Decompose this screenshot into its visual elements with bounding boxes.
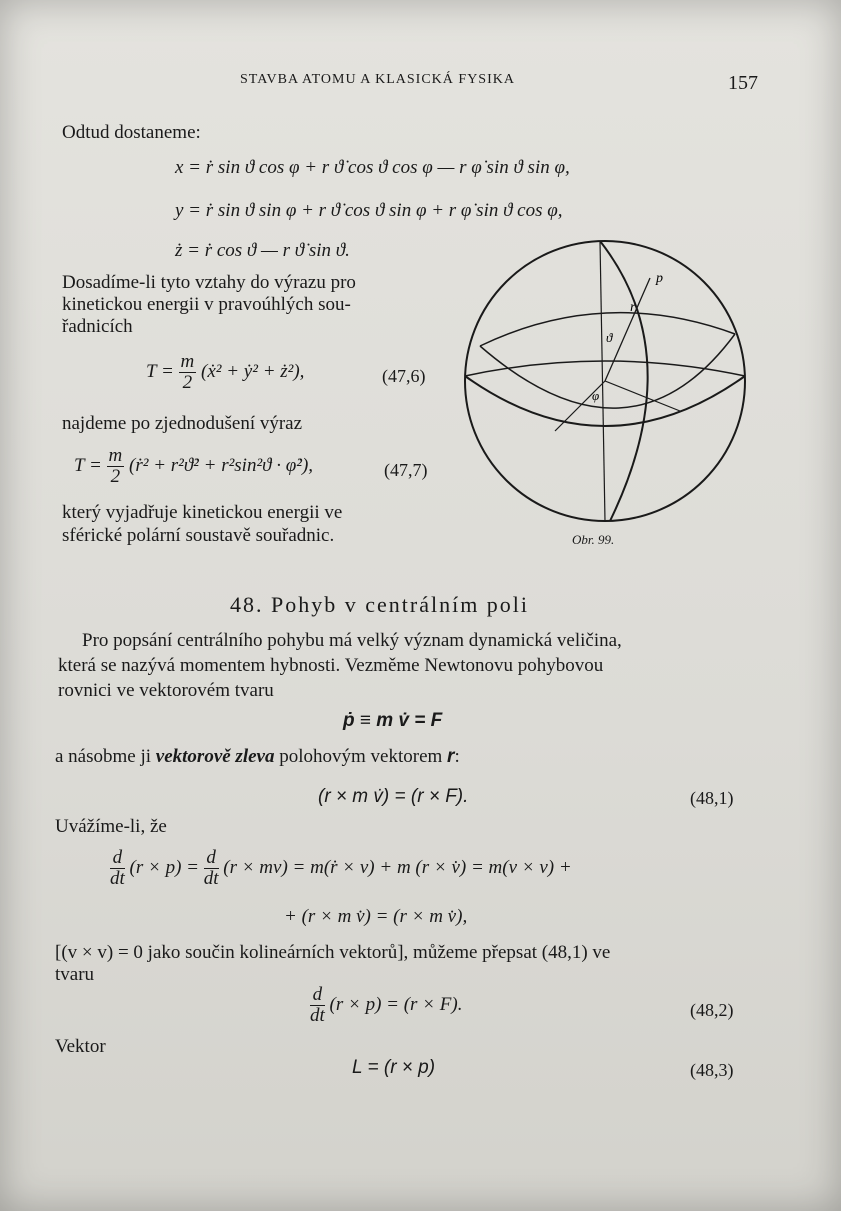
equation-48-3: L = (r × p) (352, 1057, 436, 1078)
paragraph-7-line-2: tvaru (55, 964, 95, 985)
equation-48-2: $\frac{d}{dt}$ (r × p) = (r × F). (310, 984, 463, 1026)
page-number: 157 (728, 72, 758, 94)
paragraph-3-line-2: sférické polární soustavě souřadnic. (62, 525, 335, 546)
fraction-m-over-2: $\frac{m}{2}$ (180, 351, 195, 393)
projection-line-2 (605, 381, 680, 411)
paragraph-3-line-1: který vyjadřuje kinetickou energii ve (62, 502, 343, 523)
label-p: p (656, 271, 663, 286)
fraction-d-dt: $\frac{d}{dt}$ (310, 984, 325, 1026)
paragraph-4-line-2: která se nazývá momentem hybnosti. Vezměme Newtonovu pohybovou (58, 655, 604, 676)
equation-x: x = ṙ sin ϑ cos φ + r ϑ̇ cos ϑ cos φ — r φ̇ sin ϑ sin φ, (175, 157, 570, 178)
paragraph-1-line-3: řadnicích (62, 316, 133, 337)
paragraph-7-line-1: [(v × v) = 0 jako součin kolineárních vektorů], můžeme přepsat (48,1) ve (55, 942, 611, 963)
equation-number-48-1: (48,1) (690, 788, 734, 808)
T-symbol: T = (146, 360, 174, 382)
equation-47-7: T = $\frac{m}{2}$ (ṙ² + r²ϑ̇² + r²sin²ϑ · φ̇²), (74, 445, 314, 487)
paragraph-5: a násobme ji vektorově zleva polohovým vektorem r: (55, 746, 460, 767)
fraction-d-dt: $\frac{d}{dt}$ (110, 847, 125, 889)
figure-caption: Obr. 99. (572, 532, 615, 547)
equation-long-line-2: + (r × m v̇) = (r × m v̇), (284, 906, 468, 927)
label-phi: φ (592, 388, 600, 403)
sphere-figure (460, 236, 760, 546)
paragraph-1-line-1: Dosadíme-li tyto vztahy do výrazu pro (62, 272, 356, 293)
section-heading: 48. Pohyb v centrálním poli (230, 592, 530, 617)
equation-number-47-7: (47,7) (384, 460, 428, 480)
paragraph-6: Uvážíme-li, že (55, 816, 167, 837)
fraction-m-over-2: $\frac{m}{2}$ (108, 445, 123, 487)
paragraph-4-line-1: Pro popsání centrálního pohybu má velký význam dynamická veličina, (82, 630, 622, 651)
equator-front (465, 376, 745, 426)
label-r: r (630, 300, 636, 315)
equator-back (465, 361, 745, 376)
label-theta: ϑ (606, 330, 613, 345)
equation-newton: ṗ ≡ m v̇ = F (343, 710, 443, 731)
paragraph-1-line-2: kinetickou energii v pravoúhlých sou- (62, 294, 351, 315)
equation-47-6: T = $\frac{m}{2}$ (ẋ² + ẏ² + ż²), (146, 351, 305, 393)
latitude-circle-front (480, 334, 735, 408)
equation-number-47-6: (47,6) (382, 366, 426, 386)
equation-y: y = ṙ sin ϑ sin φ + r ϑ̇ cos ϑ sin φ + r φ̇ sin ϑ cos φ, (175, 200, 563, 221)
intro-text: Odtud dostaneme: (62, 122, 201, 143)
paragraph-8: Vektor (55, 1036, 106, 1057)
paragraph-2: najdeme po zjednodušení výraz (62, 413, 303, 434)
equation-48-1: (r × m v̇) = (r × F). (318, 786, 469, 807)
equation-z: ż = ṙ cos ϑ — r ϑ̇ sin ϑ. (175, 240, 350, 261)
equation-long-line-1: $\frac{d}{dt}$ (r × p) = $\frac{d}{dt}$ (r × mv) = m(ṙ × v) + m (r × v̇) = m(v × v) + (110, 847, 572, 889)
equation-number-48-3: (48,3) (690, 1060, 734, 1080)
fraction-d-dt: $\frac{d}{dt}$ (203, 847, 219, 889)
equation-number-48-2: (48,2) (690, 1000, 734, 1020)
paragraph-4-line-3: rovnici ve vektorovém tvaru (58, 680, 274, 701)
running-header: STAVBA ATOMU A KLASICKÁ FYSIKA (240, 72, 515, 87)
meridian (600, 241, 648, 521)
